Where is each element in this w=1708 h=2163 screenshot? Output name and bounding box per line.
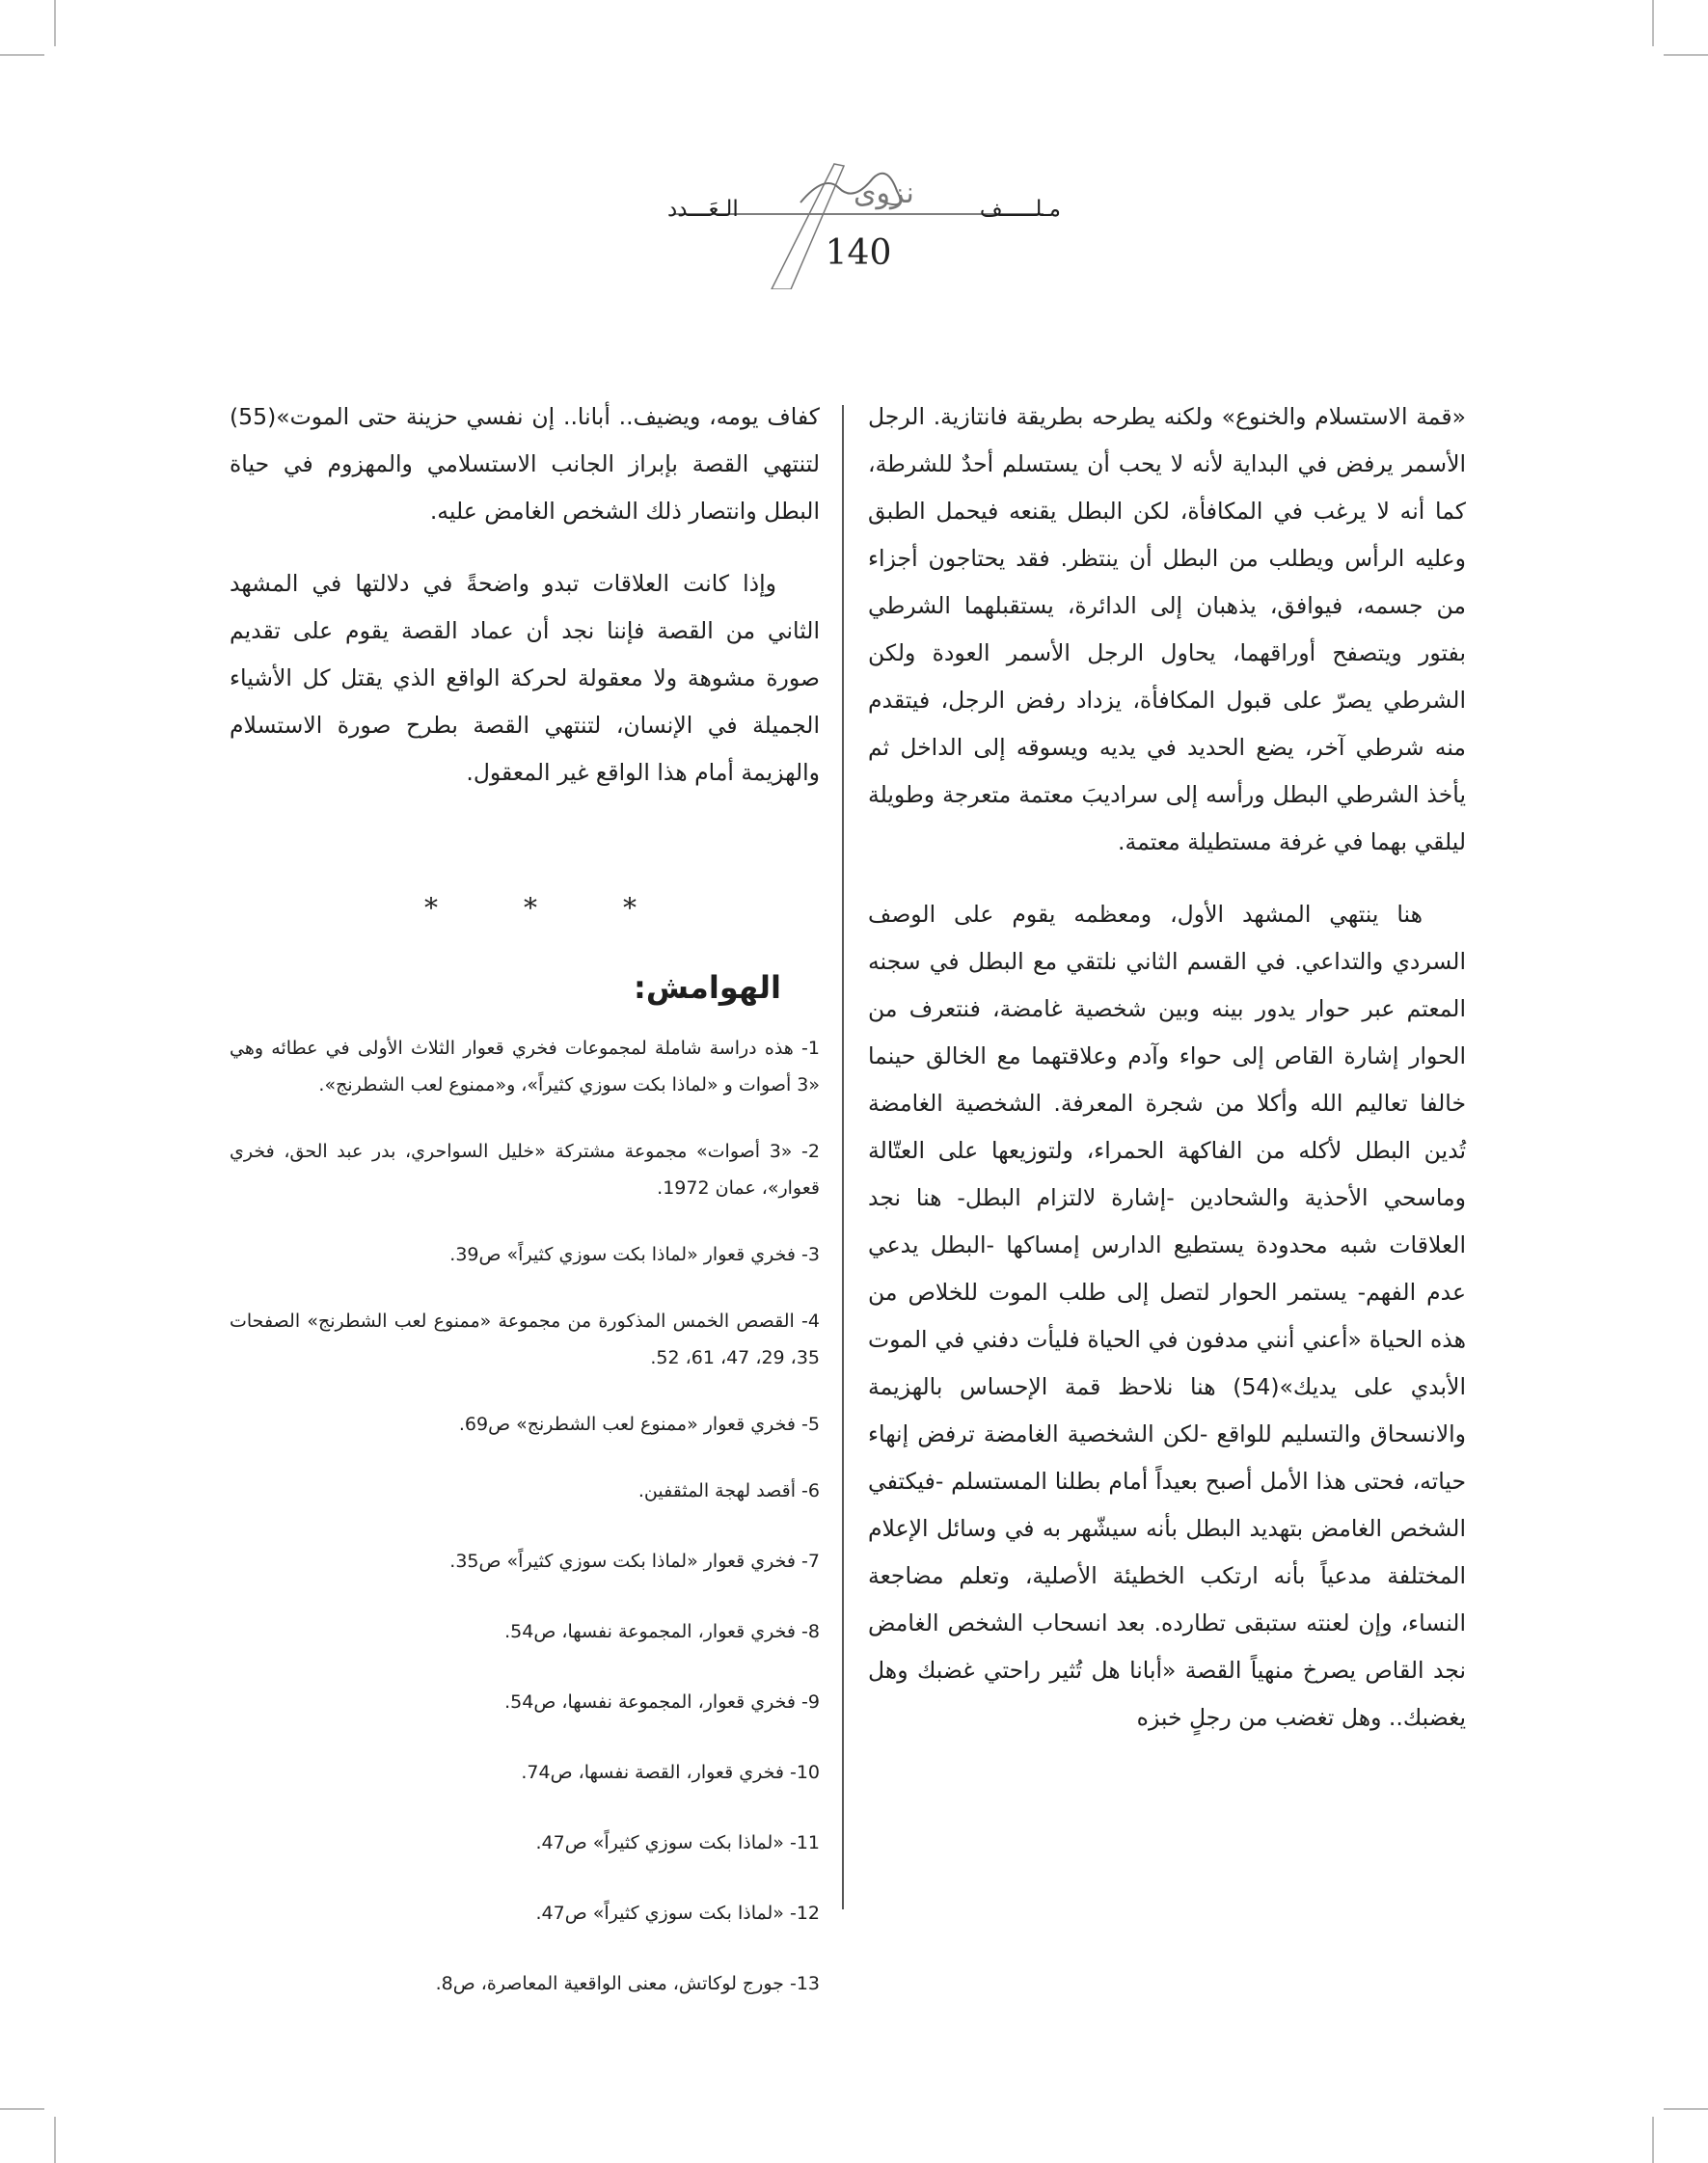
left-column — [230, 393, 820, 797]
crop-mark-bottom-left-v — [54, 2117, 56, 2163]
crop-mark-bottom-right-h — [1664, 2108, 1708, 2110]
footnote: 3- فخري قعوار «لماذا بكت سوزي كثيراً» ص39. — [449, 1244, 820, 1265]
footnotes-title: الهوامش: — [634, 969, 781, 1006]
footnote: 13- جورج لوكاتش، معنى الواقعية المعاصرة، ص8. — [435, 1973, 820, 1994]
footnote: 6- أقصد لهجة المثقفين. — [637, 1480, 820, 1501]
star: * — [524, 892, 537, 924]
right-paragraph-2: هنا ينتهي المشهد الأول، ومعظمه يقوم على الوصف السردي والتداعي. في القسم الثاني نلتقي مع البطل في سجنه المعتم عبر حوار يدور بينه وبين شخصية غامضة، فنتعرف من الحوار إشارة القاص إلى حواء وآدم وعلاقتهما مع الخالق حينما خالفا تعاليم الله وأكلا من شجرة المعرفة. الشخصية الغامضة تُدين البطل لأكله من الفاكهة الحمراء، ولتوزيعها على العتّالة وماسحي الأحذية والشحادين -إشارة لالتزام البطل- هنا نجد العلاقات شبه محدودة يستطيع الدارس إمساكها -البطل يدعي عدم الفهم- يستمر الحوار لتصل إلى طلب الموت للخلاص من هذه الحياة «أعني أنني مدفون في الحياة فليأت دفني في الموت الأبدي على يديك»(54) هنا نلاحظ قمة الإحساس بالهزيمة والانسحاق والتسليم للواقع -لكن الشخصية الغامضة ترفض إنهاء حياته، فحتى هذا الأمل أصبح بعيداً أمام بطلنا المستسلم -فيكتفي الشخص الغامض بتهديد البطل بأنه سيشّهر به في وسائل الإعلام المختلفة مدعياً بأنه ارتكب الخطيئة الأصلية، وتعلم مضاجعة النساء، وإن لعنته ستبقى تطارده. بعد انسحاب الشخص الغامض نجد القاص يصرخ منهياً القصة «أبانا هل تُثير راحتي غضبك وهل يغضبك.. وهل تغضب من رجلٍ خبزه — [868, 901, 1466, 1731]
crop-mark-top-left-v — [54, 0, 56, 46]
footnote: 4- القصص الخمس المذكورة من مجموعة «ممنوع لعب الشطرنج» الصفحات 35، 29، 47، 61، 52. — [230, 1311, 820, 1368]
right-paragraph-1: «قمة الاستسلام والخنوع» ولكنه يطرحه بطريقة فانتازية. الرجل الأسمر يرفض في البداية لأنه لا يحب أن يستسلم أحدٌ للشرطة، كما أنه لا يرغب في المكافأة، لكن البطل يقنعه فيحمل الطبق وعليه الرأس ويطلب من البطل أن ينتظر. فقد يحتاجون أجزاء من جسمه، فيوافق، يذهبان إلى الدائرة، يستقبلهما الشرطي بفتور ويتصفح أوراقهما، يحاول الرجل الأسمر العودة ولكن الشرطي يصرّ على قبول المكافأة، يزداد رفض الرجل، فيتقدم منه شرطي آخر، يضع الحديد في يديه ويسوقه إلى الداخل ثم يأخذ الشرطي البطل ورأسه إلى سراديبَ معتمة متعرجة وطويلة ليلقي بهما في غرفة مستطيلة معتمة. — [868, 403, 1466, 855]
footnote: 1- هذه دراسة شاملة لمجموعات فخري قعوار الثلاث الأولى في عطائه وهي «3 أصوات و «لماذا بكت سوزي كثيراً»، و«ممنوع لعب الشطرنج». — [230, 1038, 820, 1095]
footnote: 5- فخري قعوار «ممنوع لعب الشطرنج» ص69. — [458, 1414, 820, 1435]
column-divider — [842, 405, 844, 1909]
footnotes-list — [230, 1030, 820, 2036]
star: * — [623, 892, 637, 924]
left-paragraph-2: وإذا كانت العلاقات تبدو واضحةً في دلالتها في المشهد الثاني من القصة فإننا نجد أن عماد القصة يقوم على تقديم صورة مشوهة ولا معقولة لحركة الواقع الذي يقتل كل الأشياء الجميلة في الإنسان، لتنتهي القصة بطرح صورة الاستسلام والهزيمة أمام هذا الواقع غير المعقول. — [230, 570, 820, 786]
header-label-issue: الـعَـــدد — [667, 197, 739, 222]
section-separator — [424, 892, 637, 924]
footnote: 7- فخري قعوار «لماذا بكت سوزي كثيراً» ص35. — [449, 1551, 820, 1572]
crop-mark-bottom-right-v — [1652, 2117, 1654, 2163]
footnote: 2- «3 أصوات» مجموعة مشتركة «خليل السواحري، بدر عبد الحق، فخري قعوار»، عمان 1972. — [230, 1141, 820, 1199]
footnote: 8- فخري قعوار، المجموعة نفسها، ص54. — [504, 1621, 820, 1642]
page-header — [656, 145, 1061, 289]
left-paragraph-1: كفاف يومه، ويضيف.. أبانا.. إن نفسي حزينة حتى الموت»(55) لتنتهي القصة بإبراز الجانب الاستسلامي والمهزوم في حياة البطل وانتصار ذلك الشخص الغامض عليه. — [230, 403, 820, 525]
crop-mark-top-left-h — [0, 54, 44, 56]
header-label-file: مـلـــــف — [979, 197, 1061, 222]
footnote: 10- فخري قعوار، القصة نفسها، ص74. — [521, 1762, 820, 1783]
star: * — [424, 892, 438, 924]
crop-mark-bottom-left-h — [0, 2108, 44, 2110]
footnote: 9- فخري قعوار، المجموعة نفسها، ص54. — [504, 1691, 820, 1713]
footnote: 11- «لماذا بكت سوزي كثيراً» ص47. — [535, 1832, 820, 1853]
right-column — [868, 393, 1466, 1742]
crop-mark-top-right-v — [1652, 0, 1654, 46]
page-number: 140 — [825, 233, 892, 273]
logo-lettering: نزوى — [854, 176, 914, 210]
footnote: 12- «لماذا بكت سوزي كثيراً» ص47. — [535, 1903, 820, 1924]
crop-mark-top-right-h — [1664, 54, 1708, 56]
